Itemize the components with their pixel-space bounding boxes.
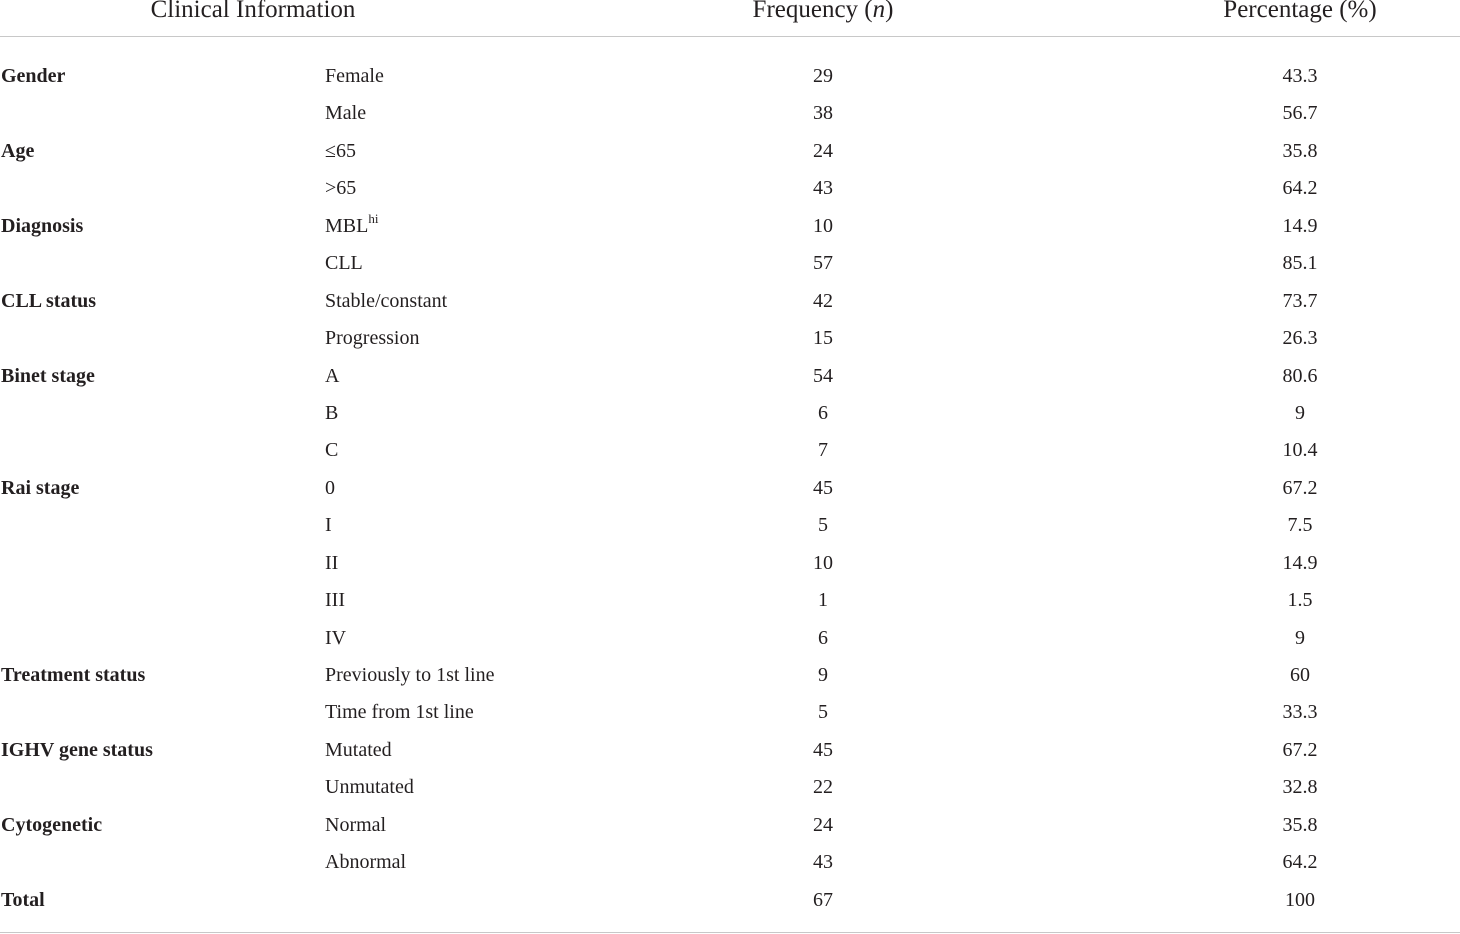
row-subcategory-text: Progression [325,327,420,350]
row-frequency: 6 [818,401,828,424]
row-category: IGHV gene status [1,738,153,761]
row-frequency: 9 [818,664,828,686]
row-subcategory [325,251,363,275]
row-percentage: 85.1 [1282,252,1318,275]
row-subcategory-text: Female [325,65,384,87]
row-frequency: 1 [818,589,828,612]
row-frequency: 6 [818,626,828,649]
table-row [0,506,1460,543]
row-category: Treatment status [1,664,146,686]
table-row [0,207,1460,244]
row-frequency: 43 [813,851,833,874]
row-percentage: 32.8 [1282,776,1318,799]
table-row [0,881,1460,918]
row-subcategory-text: ≤65 [325,139,356,162]
row-subcategory-text: Mutated [325,738,392,761]
table-body [0,57,1460,918]
row-frequency: 29 [813,65,833,87]
table-row [0,731,1460,768]
row-frequency: 22 [813,776,833,799]
row-frequency: 7 [818,439,828,462]
row-category: CLL status [1,289,97,312]
row-percentage: 26.3 [1282,327,1318,350]
row-percentage: 64.2 [1282,177,1318,200]
row-subcategory-text: Stable/constant [325,289,448,312]
bottom-rule [0,932,1460,933]
table-row [0,469,1460,506]
table-row [0,132,1460,169]
row-subcategory-superscript: hi [368,210,379,226]
row-subcategory [325,64,384,88]
row-subcategory [325,139,356,163]
row-percentage: 14.9 [1282,551,1318,574]
row-subcategory-text: >65 [325,177,357,200]
row-percentage: 7.5 [1287,514,1313,537]
row-category: Cytogenetic [1,813,103,836]
row-subcategory-text: IV [325,626,347,649]
row-frequency: 45 [813,476,833,499]
row-subcategory-text: Normal [325,813,387,836]
row-subcategory [325,551,338,575]
row-subcategory-text: I [325,514,332,537]
row-subcategory-text: Abnormal [325,851,407,874]
row-frequency: 24 [813,139,833,162]
table-row [0,57,1460,94]
table-row [0,843,1460,880]
header-frequency [753,0,894,24]
row-subcategory-text: 0 [325,476,335,499]
row-category: Rai stage [1,476,80,499]
row-frequency: 45 [813,738,833,761]
row-frequency: 15 [813,327,833,350]
table-row [0,544,1460,581]
row-subcategory [325,401,338,425]
row-subcategory-text: II [325,551,339,574]
row-percentage: 35.8 [1282,139,1318,162]
row-subcategory-text: C [325,439,339,462]
row-subcategory [325,210,379,238]
row-percentage: 67.2 [1282,738,1318,761]
row-percentage: 60 [1290,664,1310,686]
row-category: Diagnosis [1,214,84,237]
row-percentage: 33.3 [1282,701,1318,724]
row-category: Total [1,888,45,911]
row-frequency: 38 [813,102,833,125]
table-row [0,768,1460,805]
row-subcategory [325,775,414,799]
row-frequency: 57 [813,252,833,275]
table-row [0,619,1460,656]
table-header [0,0,1460,37]
header-frequency-n: n [872,0,886,23]
table-row [0,581,1460,618]
header-frequency-suffix: ) [885,0,894,23]
row-subcategory [325,289,447,313]
row-percentage: 9 [1295,626,1305,649]
row-subcategory-text: Unmutated [325,776,414,799]
row-percentage: 100 [1285,888,1315,911]
row-subcategory [325,663,494,687]
table-row [0,319,1460,356]
row-subcategory [325,588,345,612]
header-frequency-prefix: Frequency ( [752,0,873,23]
row-frequency: 43 [813,177,833,200]
row-frequency: 54 [813,364,833,387]
table-row [0,282,1460,319]
row-subcategory-text: CLL [325,252,363,275]
row-percentage: 43.3 [1282,65,1318,87]
row-percentage: 67.2 [1282,476,1318,499]
row-percentage: 56.7 [1282,102,1318,125]
row-subcategory [325,738,392,762]
header-clinical-information: Clinical Information [150,0,356,23]
row-frequency: 67 [813,888,833,911]
row-percentage: 14.9 [1282,214,1318,237]
row-percentage: 64.2 [1282,851,1318,874]
row-percentage: 35.8 [1282,813,1318,836]
row-subcategory-text: III [325,589,345,612]
table-row [0,431,1460,468]
table-row [0,244,1460,281]
row-percentage: 80.6 [1282,364,1318,387]
row-subcategory [325,850,406,874]
row-subcategory-text: A [325,364,340,387]
row-category: Gender [1,65,66,87]
row-subcategory [325,438,338,462]
row-subcategory [325,101,366,125]
table-row [0,656,1460,693]
row-percentage: 73.7 [1282,289,1318,312]
row-subcategory [325,813,386,837]
table-row [0,693,1460,730]
row-frequency: 24 [813,813,833,836]
row-percentage: 1.5 [1287,589,1313,612]
row-subcategory-text: Previously to 1st line [325,664,495,686]
table-row [0,169,1460,206]
row-category: Binet stage [1,364,95,387]
row-subcategory-text: B [325,401,339,424]
row-subcategory-text: Male [325,102,367,125]
row-percentage: 9 [1295,401,1305,424]
row-subcategory [325,626,346,650]
row-frequency: 42 [813,289,833,312]
row-subcategory-text: MBL [325,214,369,237]
table-row [0,94,1460,131]
table-row [0,394,1460,431]
table-row [0,357,1460,394]
row-subcategory-text: Time from 1st line [325,701,474,724]
row-frequency: 5 [818,701,828,724]
header-percentage: Percentage (%) [1223,0,1377,23]
row-frequency: 5 [818,514,828,537]
row-subcategory [325,364,339,388]
row-category: Age [1,139,35,162]
row-subcategory [325,476,335,500]
row-percentage: 10.4 [1282,439,1318,462]
row-subcategory [325,326,419,350]
row-subcategory [325,513,332,537]
row-subcategory [325,176,356,200]
row-frequency: 10 [813,214,833,237]
row-frequency: 10 [813,551,833,574]
row-subcategory [325,700,474,724]
table-row [0,806,1460,843]
